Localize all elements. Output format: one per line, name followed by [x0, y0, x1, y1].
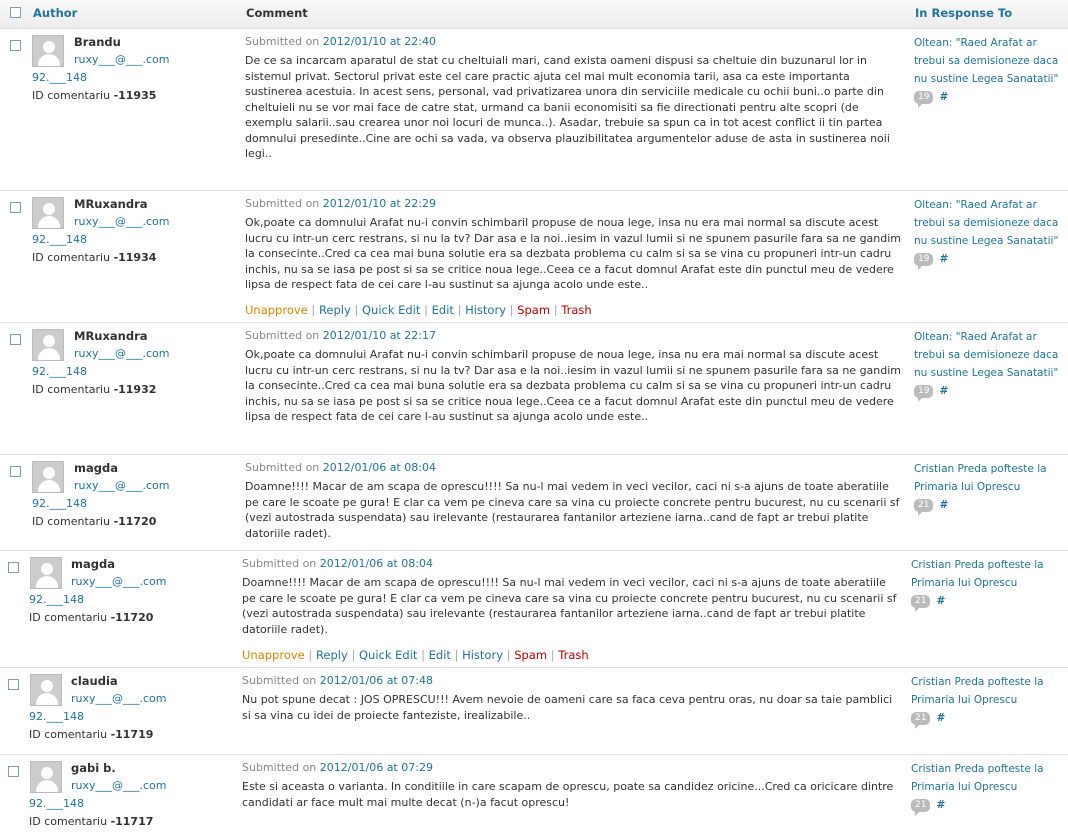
- row-actions: Unapprove | Reply | Quick Edit | Edit | History | Spam | Trash: [242, 648, 589, 662]
- avatar: [32, 35, 64, 67]
- permalink[interactable]: #: [936, 595, 946, 607]
- post-link[interactable]: Cristian Preda pofteste la Primaria lui Oprescu: [911, 676, 1044, 706]
- post-link[interactable]: Cristian Preda pofteste la Primaria lui Oprescu: [911, 559, 1044, 589]
- comment-date-link[interactable]: 2012/01/10 at 22:40: [322, 35, 436, 48]
- post-link[interactable]: Oltean: "Raed Arafat ar trebui sa demisioneze daca nu sustine Legea Sanatatii": [914, 37, 1059, 85]
- permalink[interactable]: #: [939, 499, 949, 511]
- author-ip-link[interactable]: 92.___148: [32, 365, 87, 378]
- comment-id: ID comentariu -11720: [29, 611, 154, 624]
- comment-count-bubble-icon[interactable]: 21: [911, 712, 930, 725]
- comment-text: Doamne!!!! Macar de am scapa de oprescu!!!! Sa nu-l mai vedem in veci vecilor, caci ni s-a ajuns de toate aberatiile pe care le scoate pe gura! E clar ca vem pe cineva care sa vina cu proiecte concrete pentru bucurest, nu cu scenarii sf (vezi autostrada suspendata) sau irelevante (restaurarea fantanilor arteziene iarna..cand de fapt ar trebui platite datoriile radet).: [242, 576, 897, 636]
- author-email-link[interactable]: ruxy___@___.com: [71, 779, 167, 792]
- avatar: [32, 329, 64, 361]
- avatar: [30, 557, 62, 589]
- author-ip-link[interactable]: 92.___148: [29, 710, 84, 723]
- comment-row: [0, 29, 1068, 191]
- comment-row: [0, 455, 1068, 551]
- comment-id: ID comentariu -11932: [32, 383, 157, 396]
- author-name: MRuxandra: [74, 197, 148, 211]
- reply-link[interactable]: Reply: [318, 303, 351, 317]
- column-comment: Comment: [246, 6, 308, 20]
- author-name: claudia: [71, 674, 118, 688]
- author-email-link[interactable]: ruxy___@___.com: [74, 347, 170, 360]
- comment-date-link[interactable]: 2012/01/06 at 08:04: [319, 557, 433, 570]
- submitted-line: Submitted on 2012/01/06 at 07:48: [242, 674, 433, 687]
- comment-count-bubble-icon[interactable]: 21: [911, 595, 930, 608]
- edit-link[interactable]: Edit: [428, 648, 451, 662]
- avatar: [30, 674, 62, 706]
- reply-link[interactable]: Reply: [315, 648, 348, 662]
- quick-edit-link[interactable]: Quick Edit: [361, 303, 421, 317]
- submitted-line: Submitted on 2012/01/10 at 22:17: [245, 329, 436, 342]
- unapprove-link[interactable]: Unapprove: [242, 648, 305, 662]
- author-ip-link[interactable]: 92.___148: [29, 593, 84, 606]
- comment-text: Nu pot spune decat : JOS OPRESCU!!! Avem nevoie de oameni care sa faca ceva pentru oras, nu doar sa taie pamblici si sa vina cu idei de proiecte fanteziste, irealizabile..: [242, 693, 893, 722]
- quick-edit-link[interactable]: Quick Edit: [358, 648, 418, 662]
- comment-date-link[interactable]: 2012/01/06 at 07:48: [319, 674, 433, 687]
- comment-id: ID comentariu -11935: [32, 89, 157, 102]
- row-checkbox[interactable]: [8, 562, 19, 573]
- column-in-response-to[interactable]: In Response To: [915, 6, 1013, 20]
- table-header: [0, 0, 1068, 29]
- history-link[interactable]: History: [465, 303, 507, 317]
- avatar: [32, 461, 64, 493]
- comment-count-bubble-icon[interactable]: 19: [914, 253, 933, 266]
- comment-count-bubble-icon[interactable]: 21: [911, 799, 930, 812]
- comment-text: De ce sa incarcam aparatul de stat cu cheltuiali mari, cand exista oameni dispusi sa cheltuie din buzunarul lor in sistemul privat. Sectorul privat este cel care practic ajuta cel mai mult economia tarii, asa ca este importanta sustinerea acestuia. In acest sens, personal, vad privatizarea unora din serviciile medicale cu ochii buni..o parte din cheltuieli nu se vor mai face de catre stat, urmand ca banii economisiti sa fie directionati pentru alte scopri (de exemplu salarii..sau crearea unor noi locuri de munca..). Asadar, trebuie sa spun ca in tot acest conflict ii tin partea domnului presedinte..Cine are ochi sa vada, va observa plauzibilitatea argumentelor aduse de asta in sustinerea noii legi..: [245, 54, 890, 160]
- author-name: Brandu: [74, 35, 121, 49]
- author-email-link[interactable]: ruxy___@___.com: [74, 53, 170, 66]
- comment-row: [0, 755, 1068, 836]
- response-cell: [914, 196, 1064, 268]
- spam-link[interactable]: Spam: [517, 303, 551, 317]
- comment-id: ID comentariu -11720: [32, 515, 157, 528]
- submitted-line: Submitted on 2012/01/06 at 07:29: [242, 761, 433, 774]
- permalink[interactable]: #: [939, 385, 949, 397]
- author-email-link[interactable]: ruxy___@___.com: [74, 215, 170, 228]
- unapprove-link[interactable]: Unapprove: [245, 303, 308, 317]
- author-name: MRuxandra: [74, 329, 148, 343]
- comment-count-bubble-icon[interactable]: 19: [914, 91, 933, 104]
- comment-date-link[interactable]: 2012/01/06 at 07:29: [319, 761, 433, 774]
- comment-id: ID comentariu -11717: [29, 815, 154, 828]
- author-name: magda: [71, 557, 115, 571]
- post-link[interactable]: Oltean: "Raed Arafat ar trebui sa demisioneze daca nu sustine Legea Sanatatii": [914, 199, 1059, 247]
- comment-text: Ok,poate ca domnului Arafat nu-i convin schimbaril propuse de noua lege, insa nu era mai normal sa discute acest lucru cu intr-un cerc restrans, si nu la tv? Dar asa e la noi..iesim in vazul lumii si ne spunem pasurile fara sa ne gandim la consecinte..Cred ca cea mai buna solutie era sa dezbata problema cu calm si sa se vina cu propuneri intr-un cadru inchis, nu sa se iasa pe post si sa se critice noua lege..Ceea ce a facut domnul Arafat este din punctul meu de vedere lipsa de respect fata de cei care l-au sustinut sa ajunga acolo unde este..: [245, 348, 902, 423]
- edit-link[interactable]: Edit: [431, 303, 454, 317]
- post-link[interactable]: Cristian Preda pofteste la Primaria lui Oprescu: [911, 763, 1044, 793]
- row-checkbox[interactable]: [10, 40, 21, 51]
- avatar: [30, 761, 62, 793]
- author-ip-link[interactable]: 92.___148: [32, 497, 87, 510]
- comment-row: [0, 551, 1068, 668]
- author-email-link[interactable]: ruxy___@___.com: [74, 479, 170, 492]
- author-email-link[interactable]: ruxy___@___.com: [71, 575, 167, 588]
- spam-link[interactable]: Spam: [514, 648, 548, 662]
- post-link[interactable]: Cristian Preda pofteste la Primaria lui Oprescu: [914, 463, 1047, 493]
- submitted-line: Submitted on 2012/01/06 at 08:04: [242, 557, 433, 570]
- author-name: magda: [74, 461, 118, 475]
- response-cell: [914, 460, 1064, 514]
- column-author[interactable]: Author: [33, 6, 78, 20]
- author-name: gabi b.: [71, 761, 116, 775]
- response-cell: [911, 556, 1061, 610]
- permalink[interactable]: #: [936, 799, 946, 811]
- permalink[interactable]: #: [936, 712, 946, 724]
- row-checkbox[interactable]: [8, 766, 19, 777]
- trash-link[interactable]: Trash: [558, 648, 589, 662]
- comment-row: [0, 668, 1068, 755]
- trash-link[interactable]: Trash: [561, 303, 592, 317]
- avatar: [32, 197, 64, 229]
- submitted-line: Submitted on 2012/01/10 at 22:29: [245, 197, 436, 210]
- author-email-link[interactable]: ruxy___@___.com: [71, 692, 167, 705]
- select-all-checkbox[interactable]: [10, 7, 21, 18]
- author-ip-link[interactable]: 92.___148: [32, 233, 87, 246]
- submitted-line: Submitted on 2012/01/10 at 22:40: [245, 35, 436, 48]
- comment-text: Doamne!!!! Macar de am scapa de oprescu!!!! Sa nu-l mai vedem in veci vecilor, caci ni s-a ajuns de toate aberatiile pe care le scoate pe gura! E clar ca vem pe cineva care sa vina cu proiecte concrete pentru bucurest, nu cu scenarii sf (vezi autostrada suspendata) sau irelevante (restaurarea fantanilor arteziene iarna..cand de fapt ar trebui platite datoriile radet).: [245, 480, 900, 540]
- comment-text: Este si aceasta o varianta. In conditiile in care scapam de oprescu, poate sa candidez oricine...Cred ca oricicare dintre candidati ar face mult mai multe decat (n-)a facut oprescu!: [242, 780, 894, 809]
- comment-count-bubble-icon[interactable]: 21: [914, 499, 933, 512]
- history-link[interactable]: History: [462, 648, 504, 662]
- comment-id: ID comentariu -11719: [29, 728, 154, 741]
- row-checkbox[interactable]: [10, 466, 21, 477]
- submitted-line: Submitted on 2012/01/06 at 08:04: [245, 461, 436, 474]
- author-ip-link[interactable]: 92.___148: [32, 71, 87, 84]
- comment-date-link[interactable]: 2012/01/10 at 22:29: [322, 197, 436, 210]
- row-actions: Unapprove | Reply | Quick Edit | Edit | History | Spam | Trash: [245, 303, 592, 317]
- comment-row: [0, 323, 1068, 455]
- row-checkbox[interactable]: [10, 334, 21, 345]
- response-cell: [911, 673, 1061, 727]
- comment-date-link[interactable]: 2012/01/10 at 22:17: [322, 329, 436, 342]
- row-checkbox[interactable]: [10, 202, 21, 213]
- response-cell: [911, 760, 1061, 814]
- permalink[interactable]: #: [939, 91, 949, 103]
- comment-row: [0, 191, 1068, 323]
- row-checkbox[interactable]: [8, 679, 19, 690]
- post-link[interactable]: Oltean: "Raed Arafat ar trebui sa demisioneze daca nu sustine Legea Sanatatii": [914, 331, 1059, 379]
- author-ip-link[interactable]: 92.___148: [29, 797, 84, 810]
- comment-count-bubble-icon[interactable]: 19: [914, 385, 933, 398]
- comment-id: ID comentariu -11934: [32, 251, 157, 264]
- comment-text: Ok,poate ca domnului Arafat nu-i convin schimbaril propuse de noua lege, insa nu era mai normal sa discute acest lucru cu intr-un cerc restrans, si nu la tv? Dar asa e la noi..iesim in vazul lumii si ne spunem pasurile fara sa ne gandim la consecinte..Cred ca cea mai buna solutie era sa dezbata problema cu calm si sa se vina cu propuneri intr-un cadru inchis, nu sa se iasa pe post si sa se critice noua lege..Ceea ce a facut domnul Arafat este din punctul meu de vedere lipsa de respect fata de cei care l-au sustinut sa ajunga acolo unde este..: [245, 216, 902, 291]
- response-cell: [914, 34, 1064, 106]
- permalink[interactable]: #: [939, 253, 949, 265]
- comment-date-link[interactable]: 2012/01/06 at 08:04: [322, 461, 436, 474]
- response-cell: [914, 328, 1064, 400]
